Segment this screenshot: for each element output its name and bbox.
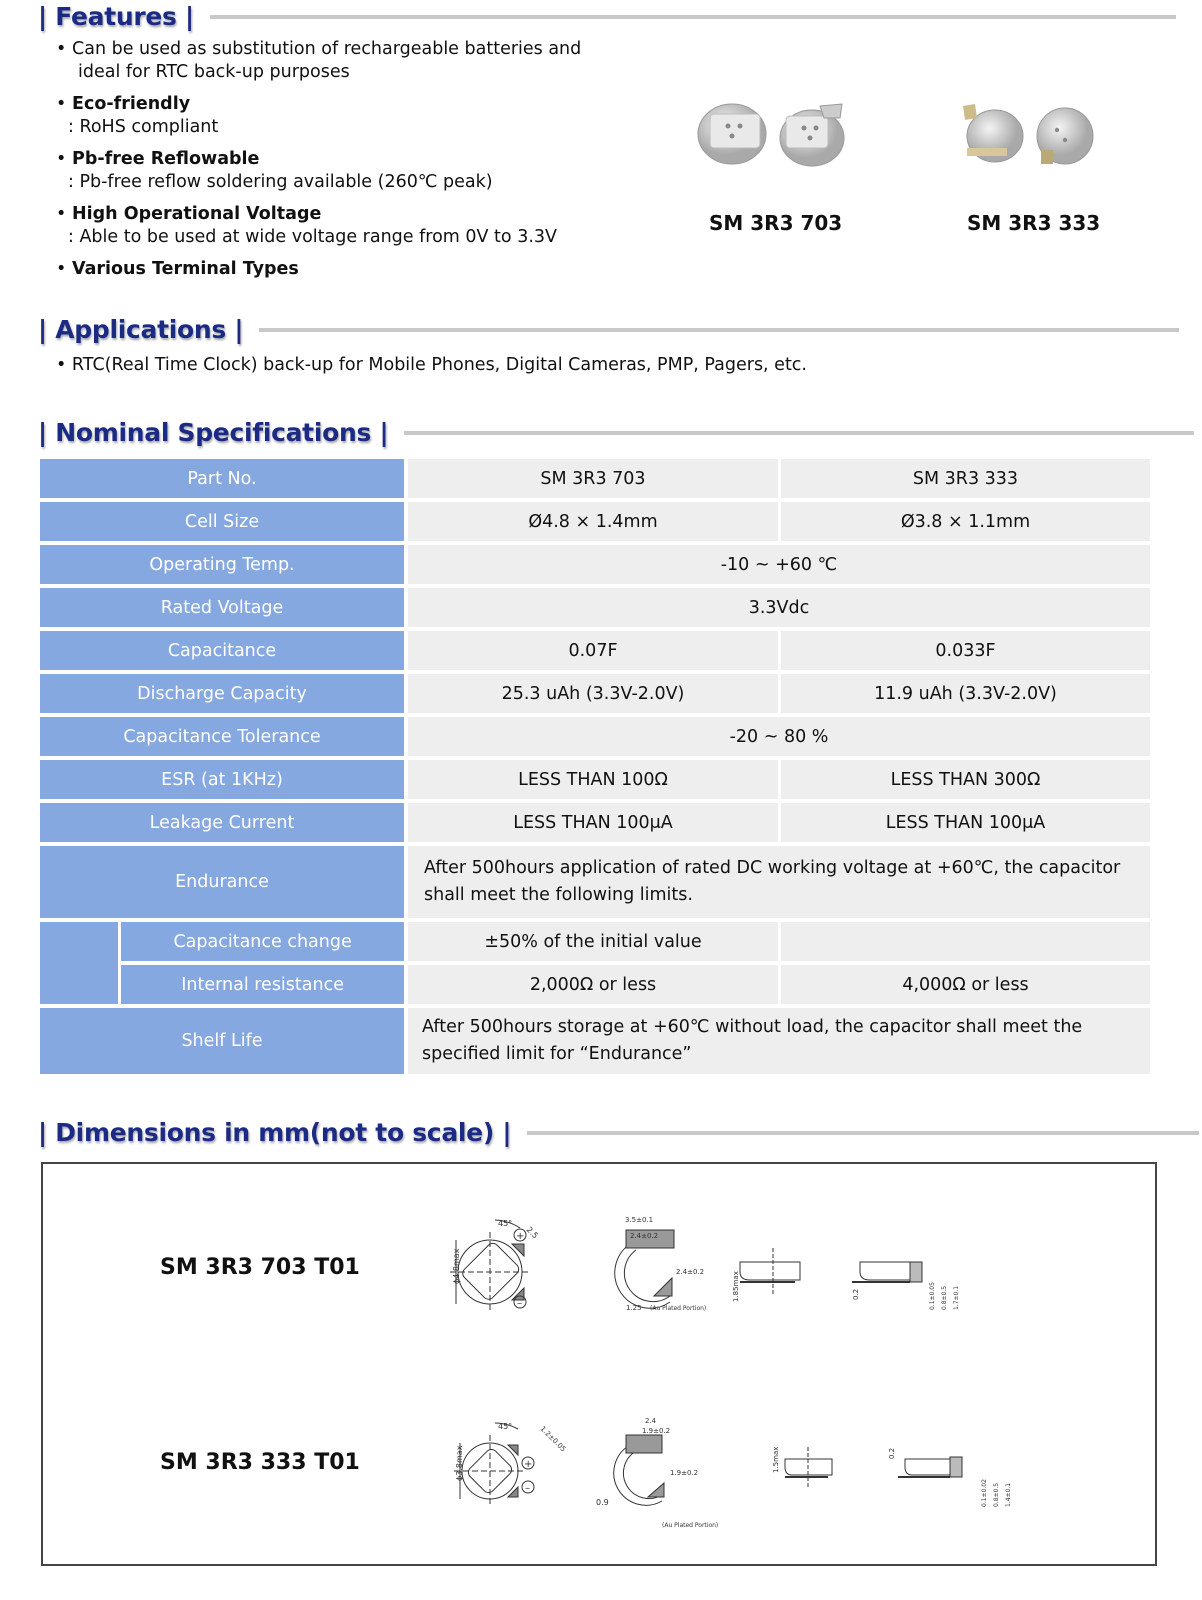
dim-text: (Au Plated Portion) — [650, 1305, 707, 1312]
dim-text: 2.4 — [645, 1417, 657, 1425]
dim-text: 0.2 — [852, 1288, 860, 1300]
row-label: Cell Size — [40, 502, 408, 545]
cell-value: 0.033F — [781, 631, 1150, 674]
svg-text:+: + — [524, 1459, 533, 1470]
dim-text: 2.5 — [524, 1225, 540, 1241]
feature-item: • Pb-free Reflowable : Pb-free reflow soldering available (260℃ peak) — [56, 148, 581, 194]
table-row — [40, 459, 1150, 502]
specs-heading — [38, 418, 1194, 447]
table-row — [40, 717, 1150, 760]
row-label: Leakage Current — [40, 803, 408, 846]
dim-text: 1.7±0.1 — [953, 1285, 960, 1310]
product-label-333: SM 3R3 333 — [967, 211, 1101, 235]
table-row — [40, 965, 1150, 1008]
svg-text:+: + — [516, 1231, 525, 1242]
applications-heading — [38, 315, 1179, 344]
features-list — [56, 38, 581, 290]
cell-value: After 500hours application of rated DC working voltage at +60℃, the capacitor shall meet the following limits. — [408, 846, 1150, 922]
section-divider — [210, 15, 1176, 19]
cell-value: LESS THAN 300Ω — [781, 760, 1150, 803]
spec-table — [40, 459, 1150, 1078]
table-row — [40, 588, 1150, 631]
row-label-spacer — [40, 922, 121, 1008]
drawing-703 — [440, 1210, 960, 1325]
dim-text: 1.85max — [732, 1271, 740, 1302]
table-row — [40, 846, 1150, 922]
dim-text: ϕ4.8max — [452, 1248, 461, 1284]
row-label: Internal resistance — [121, 965, 408, 1008]
section-divider — [404, 431, 1194, 435]
cell-value: LESS THAN 100μA — [408, 803, 781, 846]
cell-value: -10 ~ +60 ℃ — [408, 545, 1150, 588]
dim-text: (Au Plated Portion) — [662, 1522, 719, 1529]
cell-value: 11.9 uAh (3.3V-2.0V) — [781, 674, 1150, 717]
cell-value: Ø3.8 × 1.1mm — [781, 502, 1150, 545]
cell-value: 2,000Ω or less — [408, 965, 781, 1008]
row-label: Endurance — [40, 846, 408, 922]
cell-value: 25.3 uAh (3.3V-2.0V) — [408, 674, 781, 717]
dim-text: 0.2 — [888, 1447, 896, 1459]
cell-value — [781, 922, 1150, 965]
feature-item: • High Operational Voltage : Able to be used at wide voltage range from 0V to 3.3V — [56, 203, 581, 249]
cell-value: SM 3R3 333 — [781, 459, 1150, 502]
dim-text: 1.5max — [772, 1446, 780, 1473]
row-label: Capacitance change — [121, 922, 408, 965]
features-heading — [38, 2, 1176, 31]
model-label-333: SM 3R3 333 T01 — [160, 1450, 360, 1475]
dim-text: ϕ3.8max — [455, 1445, 464, 1481]
row-label: Capacitance — [40, 631, 408, 674]
features-title: | Features | — [38, 2, 194, 31]
dim-text: 1.9±0.2 — [670, 1469, 699, 1477]
dimensions-heading — [38, 1118, 1199, 1147]
product-label-703: SM 3R3 703 — [709, 211, 843, 235]
dimensions-title: | Dimensions in mm(not to scale) | — [38, 1118, 512, 1147]
dim-text: 1.25 — [626, 1304, 642, 1312]
dim-text: 2.4±0.2 — [630, 1232, 659, 1240]
cell-value: 4,000Ω or less — [781, 965, 1150, 1008]
cell-value: LESS THAN 100Ω — [408, 760, 781, 803]
feature-item: • Various Terminal Types — [56, 258, 581, 281]
dim-text: 0.1±0.05 — [929, 1282, 936, 1310]
feature-item: • Eco-friendly : RoHS compliant — [56, 93, 581, 139]
product-photo-333 — [955, 100, 1105, 170]
table-row — [40, 803, 1150, 846]
cell-value: ±50% of the initial value — [408, 922, 781, 965]
cell-value: 3.3Vdc — [408, 588, 1150, 631]
dim-text: 45° — [498, 1219, 513, 1228]
table-row — [40, 545, 1150, 588]
application-item: • RTC(Real Time Clock) back-up for Mobile Phones, Digital Cameras, PMP, Pagers, etc. — [56, 355, 807, 375]
dim-text: 3.5±0.1 — [625, 1216, 654, 1224]
row-label: Discharge Capacity — [40, 674, 408, 717]
row-label: Part No. — [40, 459, 408, 502]
cell-value: LESS THAN 100μA — [781, 803, 1150, 846]
table-row — [40, 922, 1150, 965]
cell-value: -20 ~ 80 % — [408, 717, 1150, 760]
specs-title: | Nominal Specifications | — [38, 418, 389, 447]
cell-value: After 500hours storage at +60℃ without load, the capacitor shall meet the specified limit for “Endurance” — [408, 1008, 1150, 1078]
applications-title: | Applications | — [38, 315, 244, 344]
cell-value: Ø4.8 × 1.4mm — [408, 502, 781, 545]
cell-value: SM 3R3 703 — [408, 459, 781, 502]
table-row — [40, 631, 1150, 674]
table-row — [40, 760, 1150, 803]
row-label: ESR (at 1KHz) — [40, 760, 408, 803]
dim-text: 0.8±0.5 — [993, 1482, 1000, 1507]
dim-text: 0.9 — [596, 1498, 609, 1507]
model-label-703: SM 3R3 703 T01 — [160, 1255, 360, 1280]
row-label: Operating Temp. — [40, 545, 408, 588]
table-row — [40, 502, 1150, 545]
dim-text: 1.4±0.1 — [1005, 1482, 1012, 1507]
dim-text: 0.8±0.5 — [941, 1285, 948, 1310]
product-photo-703 — [690, 96, 860, 176]
row-label: Shelf Life — [40, 1008, 408, 1078]
section-divider — [259, 328, 1179, 332]
dim-text: 2.4±0.2 — [676, 1268, 705, 1276]
section-divider — [527, 1131, 1199, 1135]
feature-item: • Can be used as substitution of rechargeable batteries and ideal for RTC back-up purposes — [56, 38, 581, 84]
dim-text: 1.2±0.05 — [538, 1424, 568, 1454]
dim-text: 45° — [498, 1422, 513, 1431]
svg-text:–: – — [517, 1298, 522, 1309]
cell-value: 0.07F — [408, 631, 781, 674]
drawing-333 — [440, 1405, 1020, 1535]
row-label: Rated Voltage — [40, 588, 408, 631]
svg-text:–: – — [525, 1483, 530, 1494]
table-row — [40, 1008, 1150, 1078]
table-row — [40, 674, 1150, 717]
row-label: Capacitance Tolerance — [40, 717, 408, 760]
dim-text: 0.1±0.02 — [981, 1479, 988, 1507]
dim-text: 1.9±0.2 — [642, 1427, 671, 1435]
